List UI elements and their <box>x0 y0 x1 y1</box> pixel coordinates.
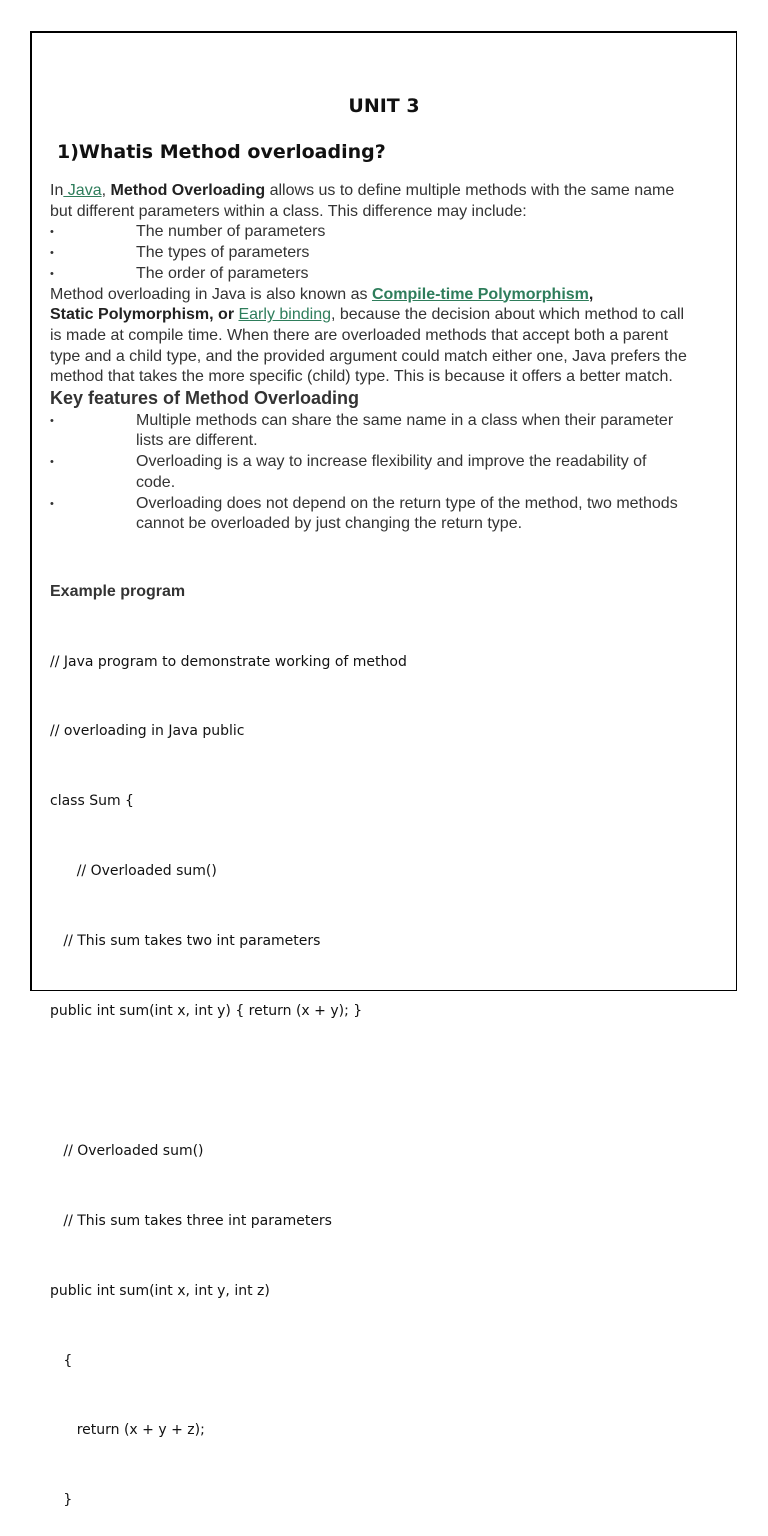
code-line: // Java program to demonstrate working of method <box>50 653 407 670</box>
early-binding-link[interactable]: Early binding <box>238 306 331 324</box>
key-features-list <box>50 411 690 535</box>
compile-time-polymorphism-link[interactable]: Compile-time Polymorphism <box>371 285 589 303</box>
body-text <box>50 181 690 535</box>
method-overloading-term: Method Overloading <box>110 182 266 199</box>
list-item: • The types of parameters <box>50 243 690 264</box>
example-heading: Example program <box>50 583 186 600</box>
code-line: public int sum(int x, int y) { return (x + y); } <box>50 1003 363 1020</box>
difference-list <box>50 222 690 284</box>
code-line: { <box>50 1352 73 1369</box>
code-line: } <box>50 1492 73 1509</box>
list-item: • Overloading is a way to increase flexibility and improve the readability of code. <box>50 452 690 493</box>
key-features-heading: Key features of Method Overloading <box>50 388 360 409</box>
list-item: • The order of parameters <box>50 264 690 285</box>
code-block <box>50 604 407 1536</box>
list-item: • Overloading does not depend on the return type of the method, two methods cannot be overloaded by just changing the return type. <box>50 494 690 535</box>
polymorphism-paragraph: Method overloading in Java is also known as Compile-time Polymorphism, Static Polymorphism, or Early binding, because the decision about which method to call is made at compile time. When there are overloaded methods that accept both a parent type and a child type, and the provided argument could match either one, Java prefers the method that takes the more specific (child) type. This is because it offers a better match. Key features of Method Overloading <box>50 285 687 409</box>
list-item: • Multiple methods can share the same name in a class when their parameter lists are different. <box>50 411 690 452</box>
page-title: UNIT 3 <box>348 95 420 117</box>
code-line: class Sum { <box>50 793 134 810</box>
list-item: • The number of parameters <box>50 222 690 243</box>
question-heading: 1)Whatis Method overloading? <box>57 141 386 163</box>
code-line: // This sum takes three int parameters <box>50 1212 332 1229</box>
code-line: // Overloaded sum() <box>50 1142 204 1159</box>
java-link[interactable]: Java <box>63 182 102 199</box>
code-line: // overloading in Java public <box>50 723 245 740</box>
code-line: public int sum(int x, int y, int z) <box>50 1282 270 1299</box>
code-line: return (x + y + z); <box>50 1422 205 1439</box>
intro-paragraph: In Java, Method Overloading allows us to define multiple methods with the same name but different parameters within a class. This difference may include: <box>50 182 675 220</box>
code-line: // Overloaded sum() <box>50 863 217 880</box>
code-line <box>50 1070 407 1093</box>
code-line: // This sum takes two int parameters <box>50 933 321 950</box>
